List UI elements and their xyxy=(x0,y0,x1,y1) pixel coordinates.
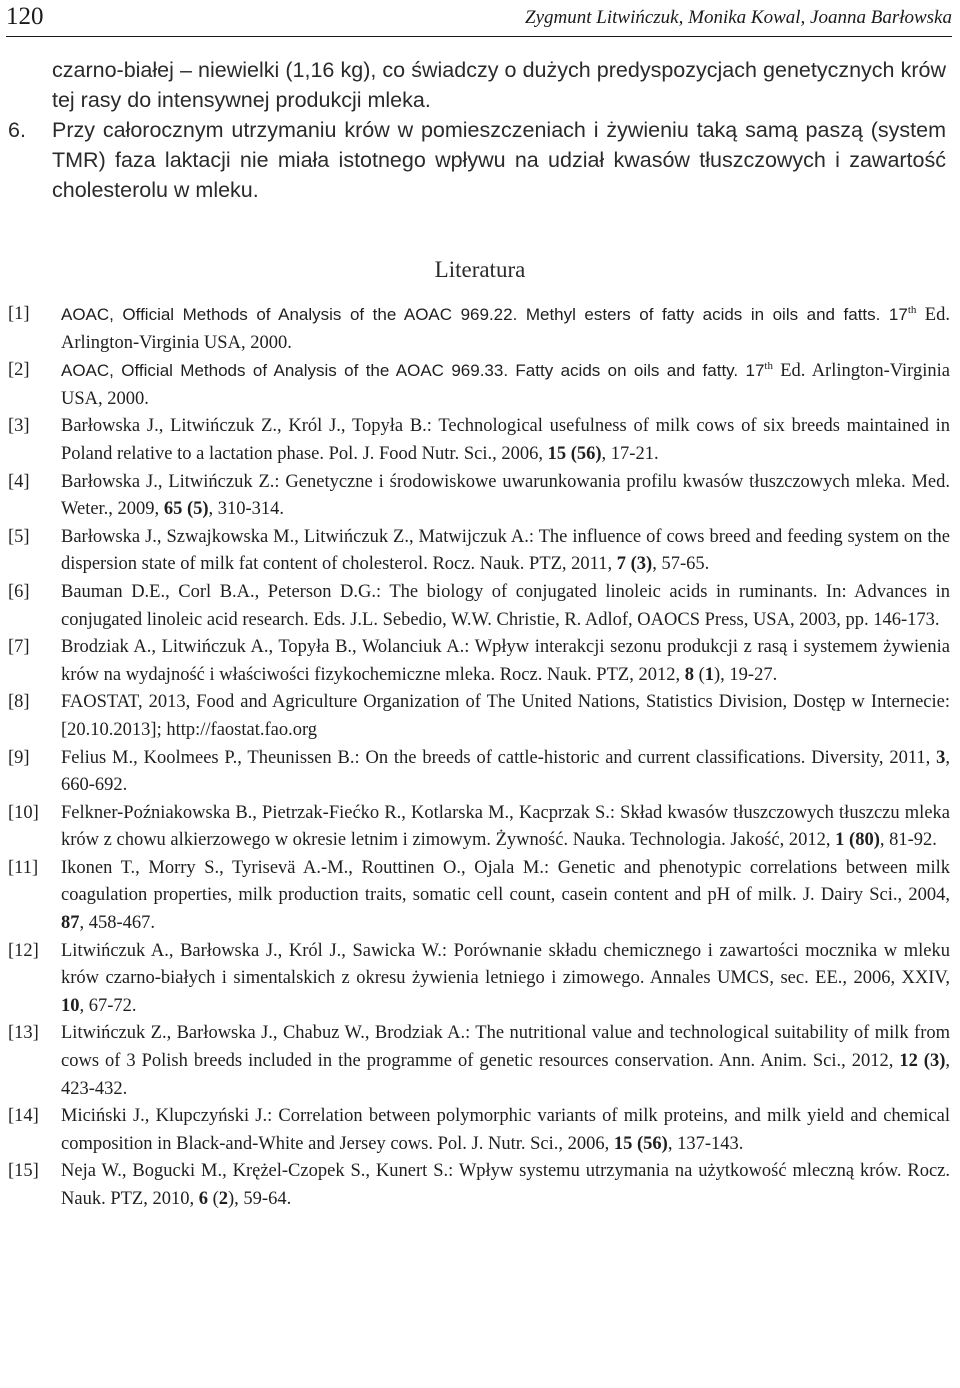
reference-item xyxy=(8,689,950,744)
superscript: th xyxy=(907,304,917,316)
reference-text: Ikonen T., Morry S., Tyrisevä A.-M., Routtinen O., Ojala M.: Genetic and phenotypic correlations between milk coagulation properties, milk production traits, somatic cell count, casein content and pH of milk. J. Dairy Sci., 2004, xyxy=(61,857,950,906)
reference-text-end: , 310-314. xyxy=(208,499,285,520)
reference-item xyxy=(8,1158,950,1213)
reference-item xyxy=(8,745,950,800)
conclusion-item-6 xyxy=(8,115,946,205)
reference-text: Felkner-Poźniakowska B., Pietrzak-Fiećko R., Kotlarska M., Kacprzak S.: Skład kwasów tłuszczowych tłuszczu mleka krów z chowu alkierzowego w okresie letnim i zimowym. Żywność. Nauka. Technologia. Jakość, 2012, xyxy=(61,802,950,851)
section-heading: Literatura xyxy=(434,257,526,282)
reference-text-end: , 660-692. xyxy=(61,747,950,796)
reference-item xyxy=(8,524,950,579)
reference-number: [13] xyxy=(8,1023,39,1044)
reference-item xyxy=(8,1103,950,1158)
reference-number: [10] xyxy=(8,802,39,823)
volume-bold: 6 xyxy=(198,1189,208,1209)
running-head-authors: Zygmunt Litwińczuk, Monika Kowal, Joanna Barłowska xyxy=(525,7,952,28)
reference-item xyxy=(8,469,950,524)
reference-text: Miciński J., Klupczyński J.: Correlation between polymorphic variants of milk proteins, and milk yield and chemical composition in Black-and-White and Jersey cows. Pol. J. Nutr. Sci., 2006, xyxy=(61,1106,950,1154)
reference-number: [6] xyxy=(8,581,30,602)
volume-bold: 1 (80) xyxy=(835,830,880,851)
reference-text: Bauman D.E., Corl B.A., Peterson D.G.: The biology of conjugated linoleic acids in ruminants. In: Advances in conjugated linoleic acid research. Eds. J.L. Sebedio, W.W. Christie, R. Adlof, OAOCS Press, USA, 2003, pp. 146-173. xyxy=(61,581,950,630)
page-number: 120 xyxy=(6,3,44,30)
reference-number: [9] xyxy=(8,747,30,768)
item-text: Przy całorocznym utrzymaniu krów w pomieszczeniach i żywieniu taką samą paszą (system TMR) faza laktacji nie miała istotnego wpływu na udział kwasów tłuszczowych i zawartość cholesterolu w mleku. xyxy=(52,118,946,202)
body-text xyxy=(8,55,946,205)
reference-text: AOAC, Official Methods of Analysis of the AOAC 969.33. Fatty acids on oils and fatty. 17 xyxy=(61,361,765,381)
reference-text-end: ), 19-27. xyxy=(714,664,778,685)
reference-text-end: , 137-143. xyxy=(667,1133,744,1154)
volume-bold: 15 (56) xyxy=(613,1133,668,1154)
volume-bold: 15 (56) xyxy=(547,443,602,464)
issue-bold: 1 xyxy=(704,664,714,685)
reference-number: [3] xyxy=(8,416,30,437)
reference-text-end: , 57-65. xyxy=(652,554,710,575)
reference-text: Litwińczuk A., Barłowska J., Król J., Sawicka W.: Porównanie składu chemicznego i zawartości mocznika w mleku krów czarno-białych i simentalskich z okresu żywienia letniego i zimowego. Annales UMCS, sec. EE., 2006, XXIV, xyxy=(61,940,950,989)
reference-item xyxy=(8,357,950,413)
reference-text: Barłowska J., Litwińczuk Z.: Genetyczne i środowiskowe uwarunkowania profilu kwasów tłuszczowych mleka. Med. Weter., 2009, xyxy=(61,471,950,520)
volume-bold: 7 (3) xyxy=(616,554,653,575)
reference-number: [8] xyxy=(8,692,30,713)
volume-bold: 8 xyxy=(684,664,694,685)
reference-item xyxy=(8,1020,950,1103)
item-number: 6. xyxy=(8,118,26,142)
reference-number: [1] xyxy=(8,304,30,324)
reference-number: [5] xyxy=(8,526,30,547)
reference-text-end: Ed. Arlington-Virginia USA, 2000. xyxy=(61,305,950,353)
reference-number: [12] xyxy=(8,940,39,961)
reference-number: [11] xyxy=(8,857,39,878)
reference-item xyxy=(8,301,950,357)
header-rule xyxy=(6,36,952,37)
reference-text: FAOSTAT, 2013, Food and Agriculture Organization of The United Nations, Statistics Division, Dostęp w Internecie: [20.10.2013]; http://faostat.fao.org xyxy=(61,692,950,740)
superscript: th xyxy=(764,360,773,373)
reference-text-mid: ( xyxy=(207,1189,219,1209)
reference-text: Brodziak A., Litwińczuk A., Topyła B., Wolanciuk A.: Wpływ interakcji sezonu produkcji z rasą i systemem żywienia krów na wydajność i właściwości fizykochemiczne mleka. Rocz. Nauk. PTZ, 2012, xyxy=(61,637,950,685)
reference-text-end: , 81-92. xyxy=(879,830,937,851)
reference-text-mid: ( xyxy=(693,664,705,685)
reference-item xyxy=(8,634,950,689)
reference-item xyxy=(8,413,950,468)
page-header xyxy=(0,0,960,40)
reference-text: Barłowska J., Litwińczuk Z., Król J., Topyła B.: Technological usefulness of milk cows of six breeds maintained in Poland relative to a lactation phase. Pol. J. Food Nutr. Sci., 2006, xyxy=(61,416,950,464)
reference-item xyxy=(8,579,950,634)
reference-number: [15] xyxy=(8,1161,39,1182)
reference-text: Felius M., Koolmees P., Theunissen B.: On the breeds of cattle-historic and current classifications. Diversity, 2011, xyxy=(61,747,937,768)
volume-bold: 3 xyxy=(936,747,946,768)
reference-number: [14] xyxy=(8,1106,39,1127)
volume-bold: 12 (3) xyxy=(899,1051,946,1072)
volume-bold: 65 (5) xyxy=(163,499,209,520)
reference-number: [7] xyxy=(8,637,30,658)
continuation-paragraph: czarno-białej – niewielki (1,16 kg), co świadczy o dużych predyspozycjach genetycznych krów tej rasy do intensywnej produkcji mleka. xyxy=(52,58,946,112)
reference-text-end: , 423-432. xyxy=(61,1051,950,1099)
reference-text: Barłowska J., Szwajkowska M., Litwińczuk Z., Matwijczuk A.: The influence of cows breed and feeding system on the dispersion state of milk fat content of cholesterol. Rocz. Nauk. PTZ, 2011, xyxy=(61,526,950,575)
reference-number: [2] xyxy=(8,360,30,381)
reference-text-end: , 67-72. xyxy=(79,995,137,1016)
reference-text-end: , 17-21. xyxy=(601,443,659,464)
reference-text-end: ), 59-64. xyxy=(228,1189,292,1209)
reference-list xyxy=(8,301,950,1214)
volume-bold: 87 xyxy=(61,913,80,934)
reference-text: AOAC, Official Methods of Analysis of the AOAC 969.22. Methyl esters of fatty acids in oils and fatts. 17 xyxy=(61,305,908,324)
volume-bold: 10 xyxy=(61,995,80,1016)
reference-item xyxy=(8,938,950,1021)
reference-item xyxy=(8,855,950,938)
reference-number: [4] xyxy=(8,471,30,492)
reference-text: Litwińczuk Z., Barłowska J., Chabuz W., Brodziak A.: The nutritional value and technological suitability of milk from cows of 3 Polish breeds included in the programme of genetic resources conservation. Ann. Anim. Sci., 2012, xyxy=(61,1023,950,1072)
reference-text: Neja W., Bogucki M., Krężel-Czopek S., Kunert S.: Wpływ systemu utrzymania na użytkowość mleczną krów. Rocz. Nauk. PTZ, 2010, xyxy=(61,1161,950,1209)
issue-bold: 2 xyxy=(218,1189,229,1209)
reference-item xyxy=(8,800,950,855)
reference-text-end: , 458-467. xyxy=(79,913,156,934)
reference-text-end: Ed. Arlington-Virginia USA, 2000. xyxy=(61,361,950,409)
